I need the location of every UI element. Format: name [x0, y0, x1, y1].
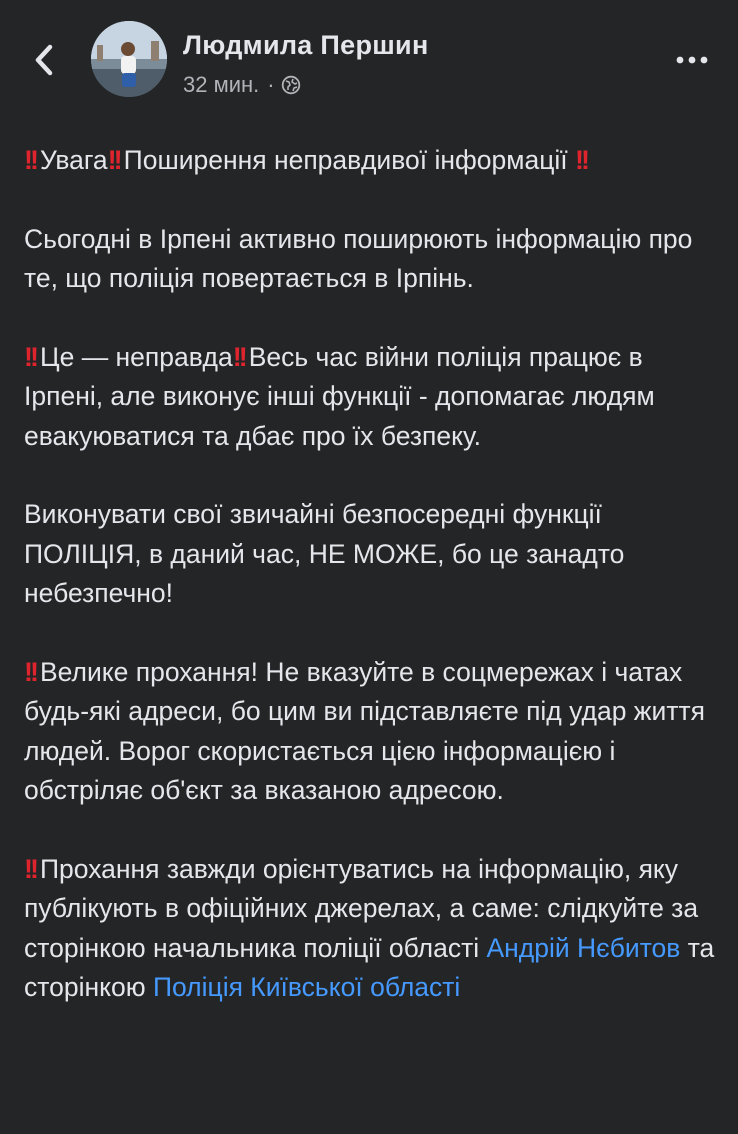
falsehood-text: Весь час війни поліція працює в Ірпені, але виконує інші функції - допомагає людям евакуюватися та дбає про їх безпеку.	[24, 341, 655, 451]
globe-icon	[281, 75, 301, 95]
request-text: Велике прохання! Не вказуйте в соцмережах і чатах будь-які адреси, бо цим ви підставляєте під удар життя людей. Ворог скористається цією інформацією і обстріляє об'єкт за вказаною адресою.	[24, 656, 705, 805]
post-meta	[183, 72, 301, 98]
post-paragraph-2: Сьогодні в Ірпені активно поширюють інформацію про те, що поліція повертається в Ірпінь.	[24, 223, 693, 293]
chevron-left-icon	[33, 43, 55, 77]
double-exclamation-icon: !!	[232, 341, 245, 372]
falsehood-label: Це — неправда	[39, 341, 233, 372]
post-paragraph-3	[24, 338, 724, 457]
sources-mid-text: та сторінкою	[24, 932, 715, 1002]
double-exclamation-icon: !!	[24, 341, 36, 372]
post-paragraph-warning	[24, 141, 724, 181]
post-body	[24, 141, 724, 1047]
double-exclamation-icon: !!	[575, 145, 587, 175]
post-paragraph-4: Виконувати свої звичайні безпосередні функції ПОЛІЦІЯ, в даний час, НЕ МОЖЕ, бо це занадто небезпечно!	[24, 499, 625, 608]
post-paragraph-6	[24, 850, 724, 1008]
meta-separator: ·	[267, 72, 275, 97]
more-horizontal-icon	[676, 56, 708, 64]
double-exclamation-icon: !!	[24, 145, 36, 175]
warning-label: Увага	[39, 145, 108, 175]
more-options-button[interactable]	[672, 48, 712, 72]
sources-text: Прохання завжди орієнтуватись на інформацію, яку публікують в офіційних джерелах, а саме: слідкуйте за сторінкою начальника поліції області	[24, 853, 699, 963]
back-button[interactable]	[24, 38, 64, 82]
post-header	[0, 0, 738, 120]
double-exclamation-icon: !!	[24, 853, 36, 884]
avatar[interactable]	[91, 21, 167, 97]
link-kyiv-region-police[interactable]: Поліція Київської області	[152, 972, 461, 1002]
author-name[interactable]: Людмила Першин	[183, 30, 429, 60]
link-andrii-nebytov[interactable]: Андрій Нєбитов	[486, 932, 681, 963]
warning-text: Поширення неправдивої інформації	[123, 145, 575, 175]
post-paragraph-5	[24, 653, 724, 811]
double-exclamation-icon: !!	[107, 145, 120, 175]
double-exclamation-icon: !!	[24, 656, 36, 687]
timestamp[interactable]: 32 мин.	[183, 72, 260, 97]
